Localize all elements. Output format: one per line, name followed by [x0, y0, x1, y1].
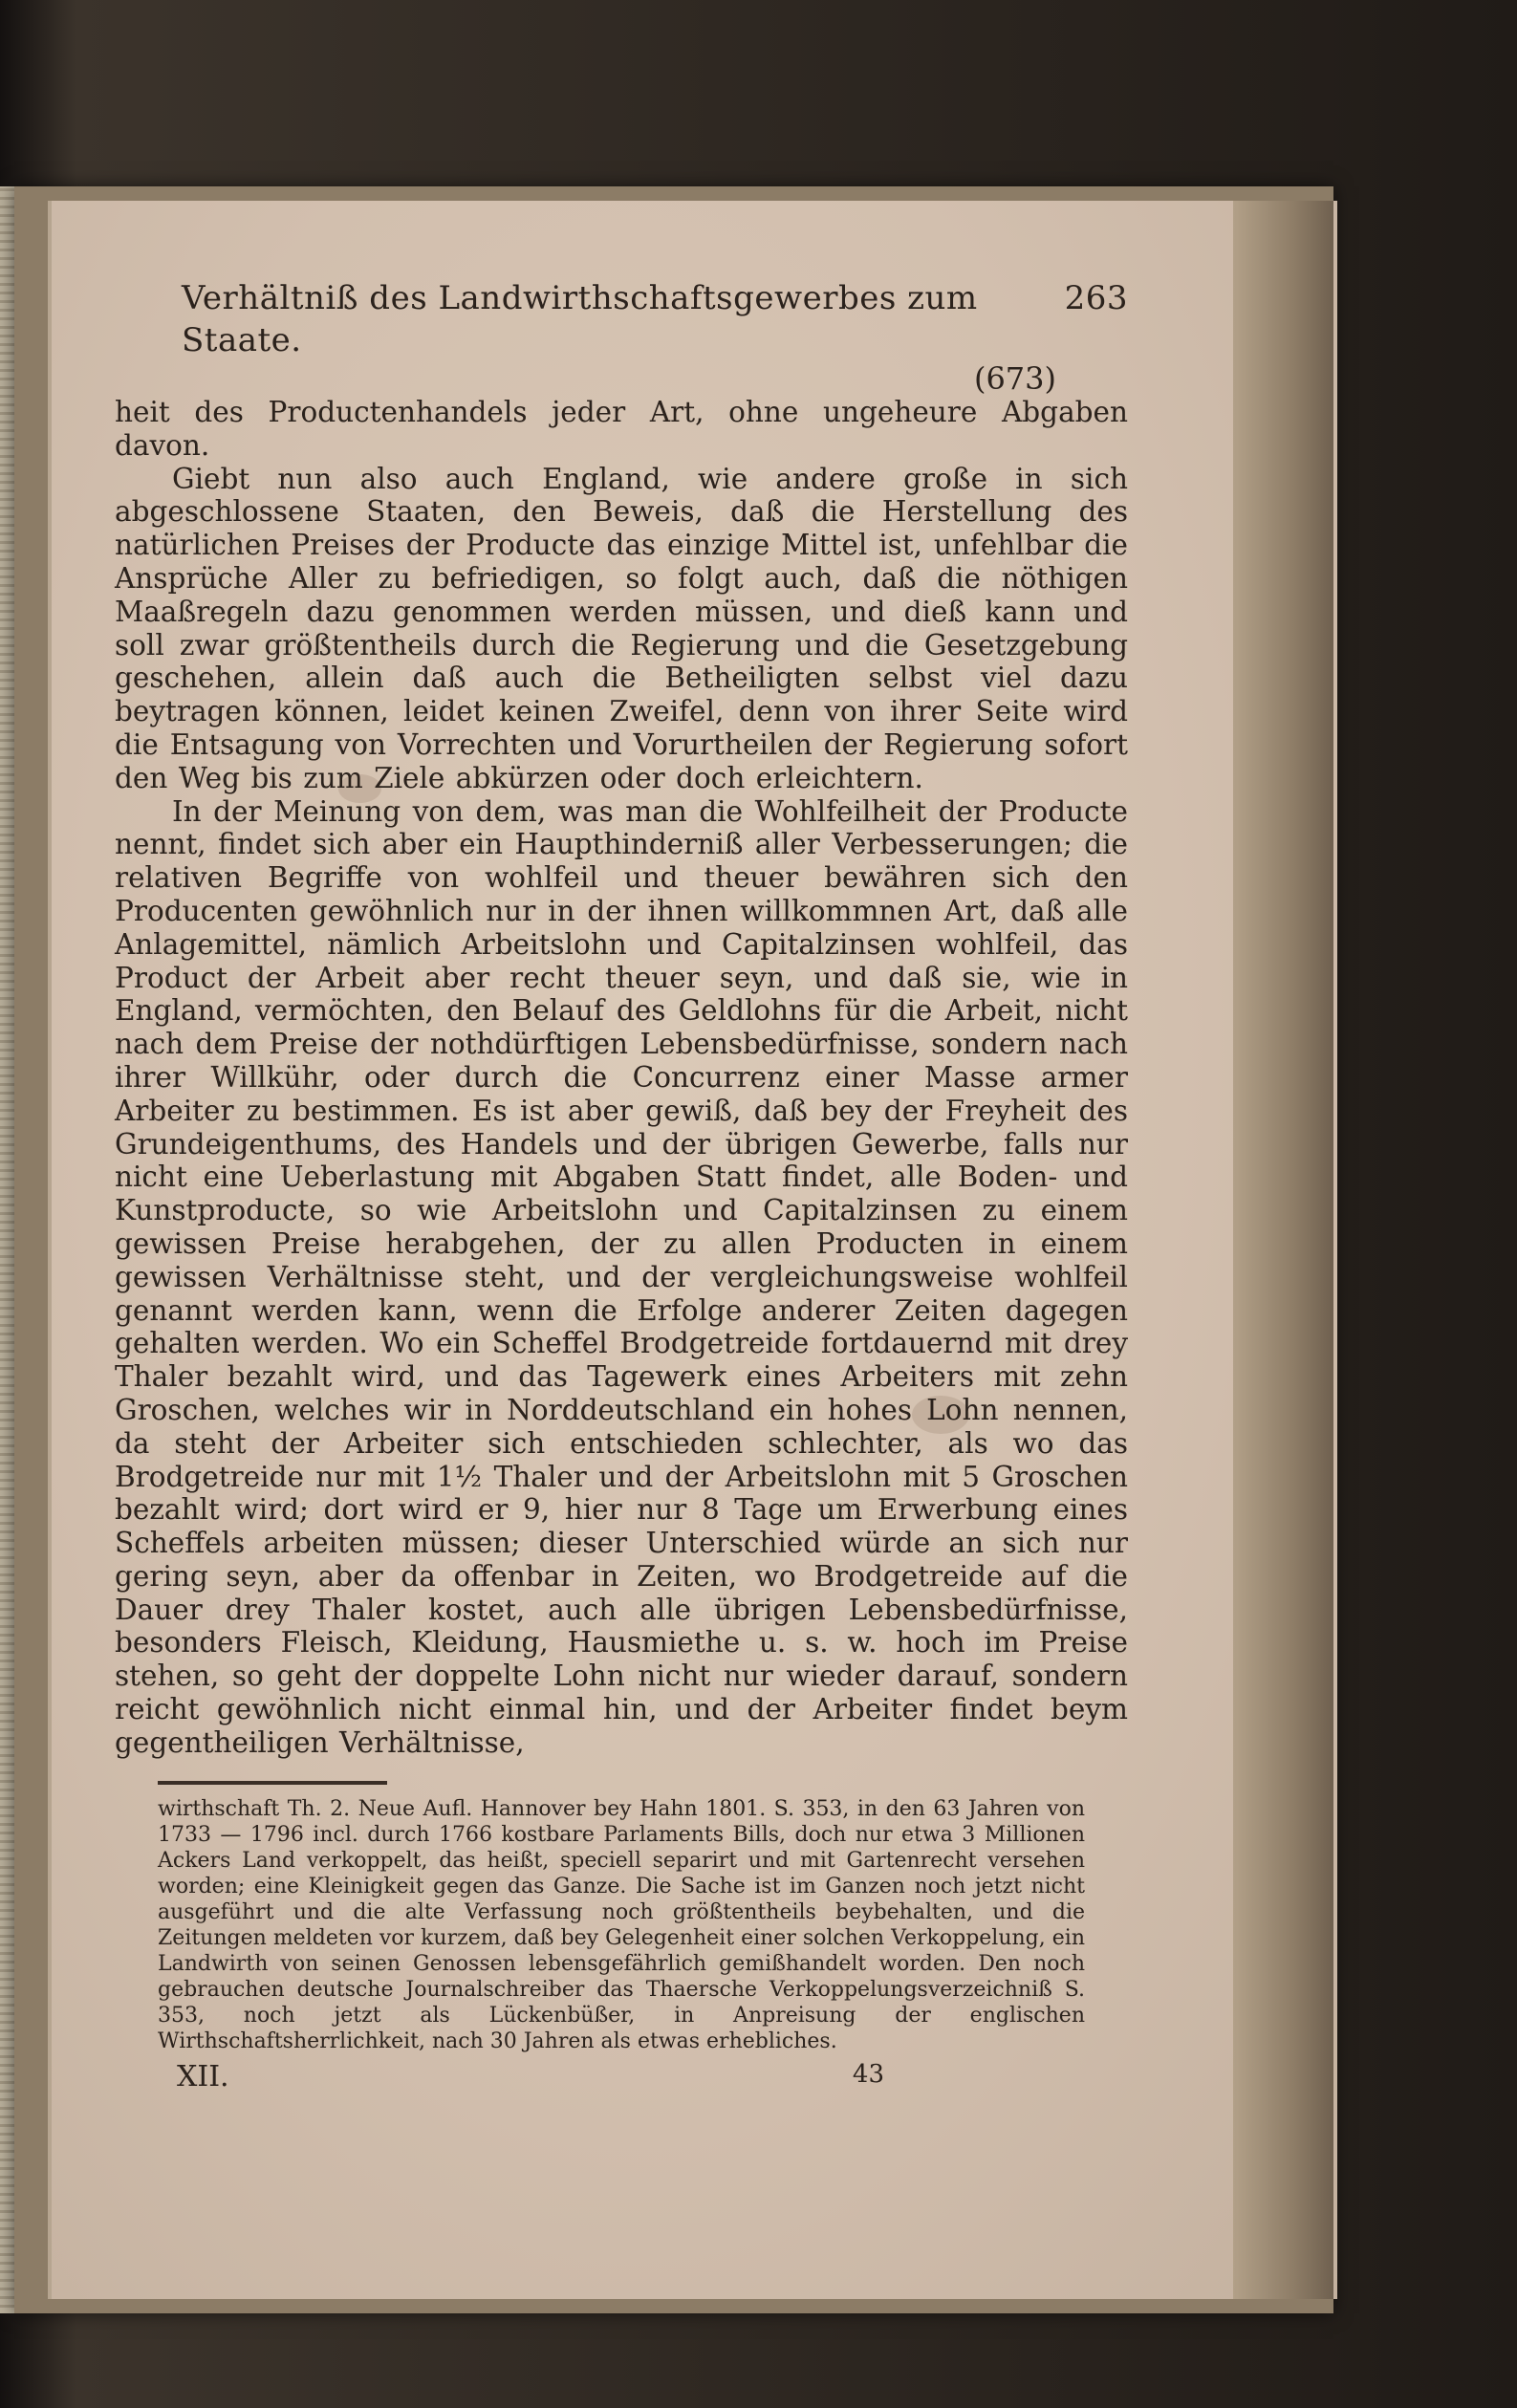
page-content	[115, 277, 1128, 2093]
footnote-rule	[158, 1781, 387, 1785]
footnote: wirthschaft Th. 2. Neue Aufl. Hannover bey Hahn 1801. S. 353, in den 63 Jahren von 1733 — 1796 incl. durch 1766 kostbare Parlaments Bills, doch nur etwa 3 Millionen Ackers Land verkoppelt, das heißt, speciell separirt und mit Gartenrecht versehen worden; eine Kleinigkeit gegen das Ganze. Die Sache ist im Ganzen noch jetzt nicht ausgeführt und die alte Verfassung noch größtentheils beybehalten, und die Zeitungen meldeten vor kurzem, daß bey Gelegenheit einer solchen Verkoppelung, ein Landwirth von seinen Genossen lebensgefährlich gemißhandelt worden. Den noch gebrauchen deutsche Journalschreiber das Thaersche Verkoppelungsverzeichniß S. 353, noch jetzt als Lückenbüßer, in Anpreisung der englischen Wirthschaftsherrlichkeit, nach 30 Jahren als etwas erhebliches.	[158, 1796, 1085, 2053]
paragraph: In der Meinung von dem, was man die Wohlfeilheit der Producte nennt, findet sich aber ein Haupthinderniß aller Verbesserungen; die relativen Begriffe von wohlfeil und theuer bewähren sich den Producenten gewöhnlich nur in der ihnen willkommnen Art, daß alle Anlagemittel, nämlich Arbeitslohn und Capitalzinsen wohlfeil, das Product der Arbeit aber recht theuer seyn, und daß sie, wie in England, vermöchten, den Belauf des Geldlohns für die Arbeit, nicht nach dem Preise der nothdürftigen Lebensbedürfnisse, sondern nach ihrer Willkühr, oder durch die Concurrenz einer Masse armer Arbeiter zu bestimmen. Es ist aber gewiß, daß bey der Freyheit des Grundeigenthums, des Handels und der übrigen Gewerbe, falls nur nicht eine Ueberlastung mit Abgaben Statt findet, alle Boden- und Kunstproducte, so wie Arbeitslohn und Capitalzinsen zu einem gewissen Preise herabgehen, der zu allen Producten in einem gewissen Verhältnisse steht, und der vergleichungsweise wohlfeil genannt werden kann, wenn die Erfolge anderer Zeiten dagegen gehalten werden. Wo ein Scheffel Brodgetreide fortdauernd mit drey Thaler bezahlt wird, und das Tagewerk eines Arbeiters mit zehn Groschen, welches wir in Norddeutschland ein hohes Lohn nennen, da steht der Arbeiter sich entschieden schlechter, als wo das Brodgetreide nur mit 1½ Thaler und der Arbeitslohn mit 5 Groschen bezahlt wird; dort wird er 9, hier nur 8 Tage um Erwerbung eines Scheffels arbeiten müssen; dieser Unterschied würde an sich nur gering seyn, aber da offenbar in Zeiten, wo Brodgetreide auf die Dauer drey Thaler kostet, auch alle übrigen Lebensbedürfnisse, besonders Fleisch, Kleidung, Hausmiethe u. s. w. hoch im Preise stehen, so geht der doppelte Lohn nicht nur wieder darauf, sondern reicht gewöhnlich nicht einmal hin, und der Arbeiter findet beym gegentheiligen Verhältnisse,	[115, 794, 1128, 1759]
volume-mark: XII.	[177, 2059, 229, 2093]
page-number: 263	[1064, 279, 1128, 317]
body-text	[115, 396, 1128, 1760]
running-title: Verhältniß des Landwirthschaftsgewerbes zum Staate.	[182, 279, 978, 359]
sheet-signature: 43	[852, 2059, 884, 2089]
page-footer	[177, 2060, 1085, 2093]
signature-mark: (673)	[973, 360, 1056, 397]
page-fore-edge	[1233, 201, 1333, 2299]
paragraph: heit des Productenhandels jeder Art, ohne ungeheure Abgaben davon.	[115, 396, 1128, 462]
paragraph: Giebt nun also auch England, wie andere große in sich abgeschlossene Staaten, den Beweis, daß die Herstellung des natürlichen Preises der Producte das einzige Mittel ist, unfehlbar die Ansprüche Aller zu befriedigen, so folgt auch, daß die nöthigen Maaßregeln dazu genommen werden müssen, und dieß kann und soll zwar größtentheils durch die Regierung und die Gesetzgebung geschehen, allein daß auch die Betheiligten selbst viel dazu beytragen können, leidet keinen Zweifel, denn von ihrer Seite wird die Entsagung von Vorrechten und Vorurtheilen der Regierung sofort den Weg bis zum Ziele abkürzen oder doch erleichtern.	[115, 462, 1128, 794]
running-head	[115, 277, 1128, 361]
